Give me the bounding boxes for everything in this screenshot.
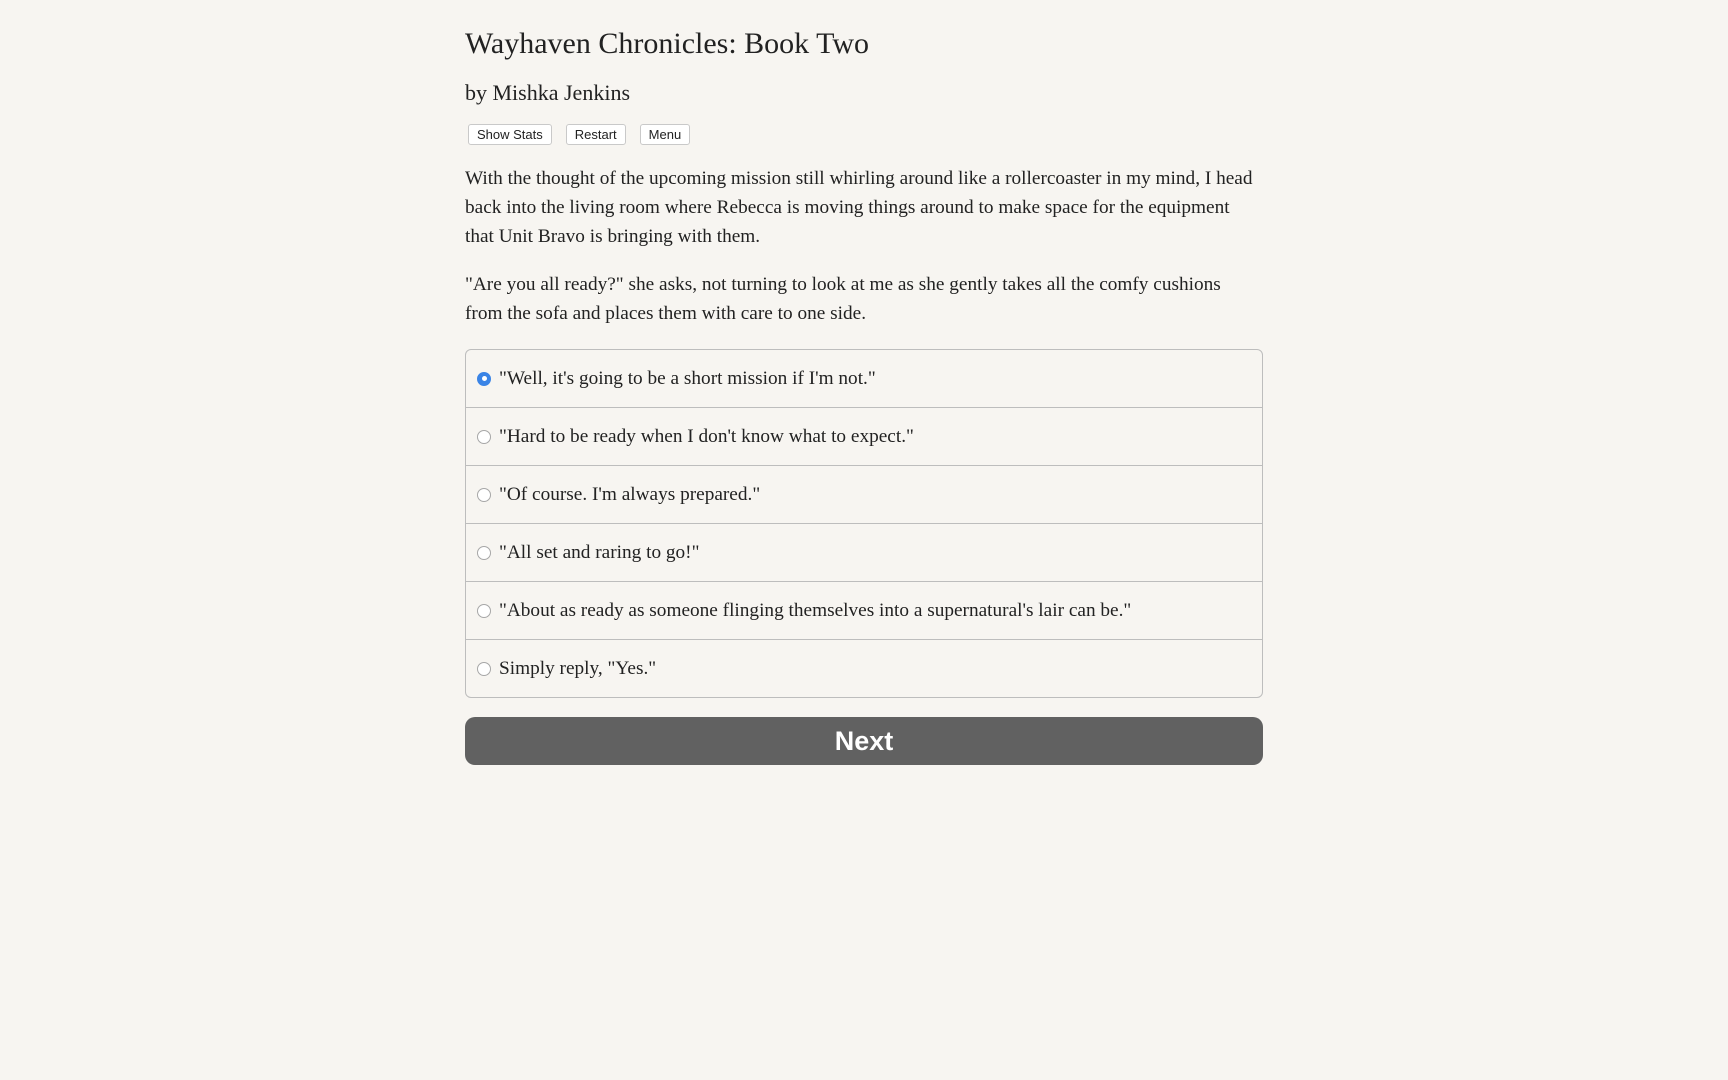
radio-button[interactable]: [477, 430, 491, 444]
game-page: [465, 0, 1263, 765]
choice-label: "All set and raring to go!": [499, 541, 700, 563]
game-author: by Mishka Jenkins: [465, 80, 630, 105]
choice-option[interactable]: [466, 407, 1262, 465]
next-button[interactable]: Next: [465, 717, 1263, 765]
choice-option[interactable]: [466, 350, 1262, 407]
radio-button[interactable]: [477, 662, 491, 676]
toolbar: [465, 124, 1263, 145]
choice-option[interactable]: [466, 465, 1262, 523]
radio-button[interactable]: [477, 488, 491, 502]
radio-button[interactable]: [477, 546, 491, 560]
choice-option[interactable]: [466, 639, 1262, 697]
passage-paragraph: "Are you all ready?" she asks, not turning to look at me as she gently takes all the comfy cushions from the sofa and places them with care to one side.: [465, 274, 1221, 324]
choice-option[interactable]: [466, 581, 1262, 639]
show-stats-button[interactable]: Show Stats: [468, 124, 552, 145]
choice-list: [465, 349, 1263, 698]
radio-button[interactable]: [477, 372, 491, 386]
choice-label: Simply reply, "Yes.": [499, 657, 657, 679]
choice-option[interactable]: [466, 523, 1262, 581]
radio-button[interactable]: [477, 604, 491, 618]
choice-label: "Of course. I'm always prepared.": [499, 483, 761, 505]
passage-paragraph: With the thought of the upcoming mission still whirling around like a rollercoaster in my mind, I head back into the living room where Rebecca is moving things around to make space for the equipment that Unit Bravo is bringing with them.: [465, 168, 1253, 247]
choice-label: "Hard to be ready when I don't know what to expect.": [499, 425, 914, 447]
choice-label: "Well, it's going to be a short mission if I'm not.": [499, 367, 876, 389]
choice-label: "About as ready as someone flinging themselves into a supernatural's lair can be.": [499, 599, 1132, 621]
game-title: Wayhaven Chronicles: Book Two: [465, 27, 870, 60]
menu-button[interactable]: Menu: [640, 124, 691, 145]
restart-button[interactable]: Restart: [566, 124, 626, 145]
